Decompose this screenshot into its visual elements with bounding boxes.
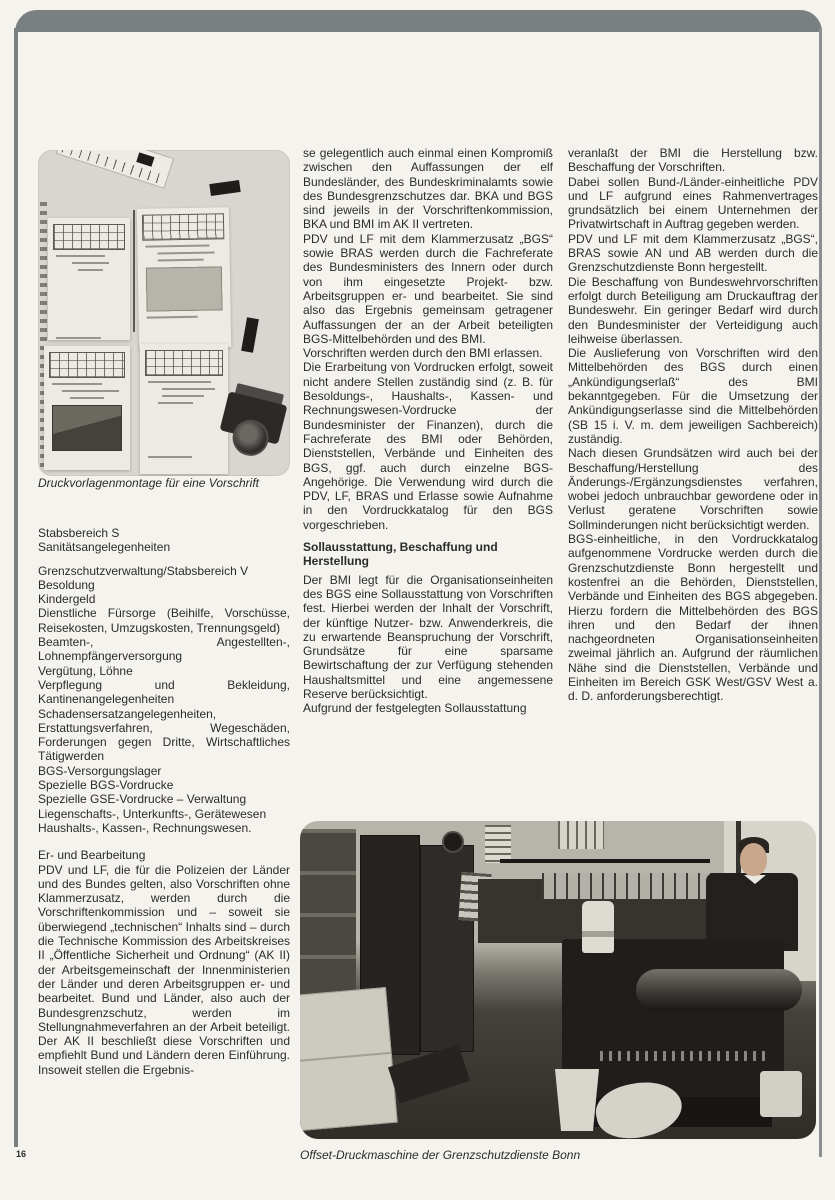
text-line: [56, 337, 101, 339]
list-item: BGS-Versorgungslager: [38, 763, 162, 778]
tape-strip-right: [241, 317, 259, 353]
form-table-grid: [145, 350, 223, 376]
printshop-photo: [300, 821, 816, 1139]
text-line: [158, 251, 215, 254]
list-item: Kindergeld: [38, 592, 96, 607]
list-item: Schadensersatzangelegenheiten, Erstattungsverfahren, Wegeschäden, Forderungen gegen Dritte, Wirtschaftliches Tätigwerden: [38, 706, 290, 764]
list-item: Besoldung: [38, 577, 95, 592]
list-gap: [38, 555, 290, 564]
text-line: [148, 456, 192, 458]
printshop-photo-block: [300, 821, 816, 1174]
body-paragraph: PDV und LF mit dem Klammerzusatz „BGS“ sowie BRAS werden durch die Fachreferate des Bundesministers des Innern oder durch von ihm eingesetzte Projekt- bzw. Arbeitsgruppen er- und bearbeitet. Sie sind also das Ergebnis gemeinsam getragener Auffassungen der an der Arbeit beteiligten BGS-Mittelbehörden und des BMI.: [303, 231, 553, 346]
layout-sheet-top-left: [48, 218, 130, 340]
photo-block-typewriter: [146, 266, 223, 311]
list-item: Liegenschafts-, Unterkunfts-, Gerätewesen: [38, 806, 267, 821]
body-paragraph: veranlaßt der BMI die Herstellung bzw. Beschaffung der Vorschriften.: [568, 146, 818, 175]
text-line: [52, 383, 102, 385]
body-paragraph: se gelegentlich auch einmal einen Kompromiß zwischen den Auffassungen der elf Bundesländer, des Bundeskriminalamts sowie des Bundesgrenzschutzes dar. BKA und BGS sind jeweils in der Vorschriftenkommission, BKA und BMI im AK II vertreten.: [303, 146, 553, 232]
list-item: Sanitätsangelegenheiten: [38, 540, 171, 555]
form-table-grid: [142, 213, 224, 240]
left-column: [38, 150, 290, 1077]
top-photo-caption: Druckvorlagenmontage für eine Vorschrift: [38, 476, 259, 490]
text-line: [148, 381, 211, 383]
text-line: [72, 262, 109, 264]
text-line: [78, 269, 103, 271]
machine-rod-shape: [500, 859, 710, 863]
paper-box-shape: [300, 987, 398, 1131]
wall-gauge-shape: [442, 831, 464, 853]
body-paragraph: Dabei sollen Bund-/Länder-einheitliche PDV und LF aufgrund eines Rahmenvertrages grundsätzlich bei einem Unternehmen der Privatwirtschaft in Auftrag gegeben werden.: [568, 174, 818, 232]
body-paragraph: Vorschriften werden durch den BMI erlassen.: [303, 346, 543, 361]
list-item: Haushalts-, Kassen-, Rechnungswesen.: [38, 820, 252, 835]
list-item: Dienstliche Fürsorge (Beihilfe, Vorschüsse, Reisekosten, Umzugskosten, Trennungsgeld): [38, 606, 290, 635]
text-line: [62, 390, 119, 392]
list-item: Stabsbereich S: [38, 526, 120, 540]
page-number: 16: [16, 1149, 27, 1159]
wall-poster-shape: [558, 821, 604, 849]
text-line: [56, 255, 105, 257]
list-item: Verpflegung und Bekleidung, Kantinenangelegenheiten: [38, 677, 290, 707]
list-item: Grenzschutzverwaltung/Stabsbereich V: [38, 563, 249, 578]
ruler-shape: [56, 150, 174, 189]
list-item: Spezielle BGS-Vordrucke: [38, 778, 174, 793]
list-item: Beamten-, Angestellten-, Lohnempfängerversorgung: [38, 635, 290, 664]
text-line: [147, 316, 198, 319]
list-item: Vergütung, Löhne: [38, 663, 133, 678]
body-paragraph: BGS-einheitliche, in den Vordruckkatalog aufgenommene Vordrucke werden durch die Grenzschutzdienste Bonn hergestellt und kostenfrei an die Behörden, Dienststellen, Verbände und Einheiten des BGS abgegeben. Hierzu fordern die Mittelbehörden des BGS ihren und den Bedarf der ihnen nachgeordneten Organisationseinheiten zweimal jährlich an. Aufgrund der räumlichen Nähe sind die Dienststellen, Verbände und Einheiten im Bereich GSK West/GSV West a. d. D. anforderungsberechtigt.: [568, 532, 818, 704]
body-paragraph: Nach diesen Grundsätzen wird auch bei der Beschaffung/Herstellung des Änderungs-/Ergänzungsdienstes verfahren, wobei jedoch unbrauchbar gewordene oder in Verlust geratene Vorschriften sowie Sollminderungen nicht berücksichtigt werden.: [568, 446, 818, 532]
text-line: [162, 395, 204, 397]
body-paragraph: PDV und LF mit dem Klammerzusatz „BGS“, BRAS sowie AN und AB werden durch die Grenzschutzdienste Bonn hergestellt.: [568, 231, 818, 275]
paper-stack-shape: [760, 1071, 802, 1117]
body-paragraph: Die Beschaffung von Bundeswehrvorschriften erfolgt durch Beteiligung am Druckauftrag der Bundeswehr. Ein geringer Bedarf wird durch den Bundesminister der Verteidigung auch leihweise überlassen.: [568, 274, 818, 346]
layout-sheet-bottom-left: [44, 346, 130, 470]
ink-can-band: [582, 931, 614, 937]
text-line: [162, 388, 215, 390]
press-panel-detail: [600, 1051, 770, 1061]
form-table-grid: [53, 224, 125, 250]
left-paragraph: PDV und LF, die für die Polizeien der Länder und des Bundes gelten, also Vorschriften ohne Klammerzusatz, werden durch die Vorschriftenkommission und – soweit sie überwiegend „technischen“ Inhalts sind – durch die Technische Kommission des Arbeitskreises II „Öffentliche Sicherheit und Ordnung“ (AK II) der Arbeitsgemeinschaft der Innenministerien der Länder und deren Arbeitsgruppen er- und bearbeitet. Bund und Länder, also auch der Bundesgrenzschutz, werden im Stellungnahmeverfahren an der Arbeit beteiligt. Der AK II beschließt diese Vorschriften und empfiehlt Bund und Ländern deren Einführung. Insoweit stellen die Ergebnis-: [38, 862, 290, 1077]
press-roller-shape: [636, 969, 802, 1011]
text-line: [158, 259, 204, 262]
body-paragraph: Die Auslieferung von Vorschriften wird den Mittelbehörden des BGS durch einen „Ankündigungserlaß“ des BMI bekanntgegeben. Für die Umsetzung der Ankündigungserlasse sind die Mittelbehörden (SB 15 i. V. m. dem jeweiligen Sachbereich) zuständig.: [568, 346, 818, 446]
text-line: [145, 245, 209, 248]
section-heading: Sollausstattung, Beschaffung und Herstellung: [303, 540, 498, 569]
bottom-photo-caption: Offset-Druckmaschine der Grenzschutzdienste Bonn: [300, 1148, 581, 1162]
paper-box-fold: [300, 1052, 391, 1062]
layout-sheet-bottom-right: [140, 344, 228, 474]
page-frame-left-rule: [14, 28, 18, 1147]
left-subheading: Er- und Bearbeitung: [38, 848, 146, 863]
ink-can-shape: [582, 901, 614, 953]
form-table-grid: [49, 352, 125, 378]
wall-poster-shape: [485, 825, 511, 863]
tape-strip-top: [209, 180, 240, 196]
right-column: [568, 146, 818, 704]
body-paragraph: Aufgrund der festgelegten Sollausstattung: [303, 701, 527, 716]
layout-sheet-top-right: [137, 207, 231, 349]
text-line: [158, 402, 193, 404]
paper-guides-shape: [542, 873, 726, 899]
text-line: [70, 397, 104, 399]
body-paragraph: Der BMI legt für die Organisationseinheiten des BGS eine Sollausstattung von Vorschriften fest. Hierbei werden der Inhalt der Vorschrift, der künftige Nutzer- bzw. Anwenderkreis, die zu erwartende Beanspruchung der Vorschrift, Grundsätze für eine sparsame Bewirtschaftung der zur Verfügung stehenden Haushaltsmittel und eine angemessene Reserve berücksichtigt.: [303, 572, 553, 701]
montage-divider-line: [133, 210, 135, 332]
responsibility-list: [38, 526, 290, 835]
middle-column: [303, 146, 553, 716]
page-frame-right-rule: [819, 28, 822, 1157]
list-item: Spezielle GSE-Vordrucke – Verwaltung: [38, 792, 247, 807]
ruler-dark-block: [136, 152, 154, 166]
photo-block-building: [52, 405, 122, 451]
body-paragraph: Die Erarbeitung von Vordrucken erfolgt, soweit nicht andere Stellen zuständig sind (z. B. für Besoldungs-, Haushalts-, Kassen- und Rechnungswesen-Vordrucke der Bundesminister der Finanzen), durch die Fachreferate des BMI oder Behörden, Dienststellen, Verbände und Einheiten des BGS, ggf. auch durch einzelne BGS-Angehörige. Die Verwendung wird durch die PDV, LF, BRAS und Erlasse sowie Aufnahme in den Vordruckkatalog für den BGS vorgeschrieben.: [303, 360, 553, 532]
operator-head: [740, 843, 767, 876]
page-frame-top-bar: [15, 10, 822, 32]
montage-photo: [38, 150, 290, 476]
